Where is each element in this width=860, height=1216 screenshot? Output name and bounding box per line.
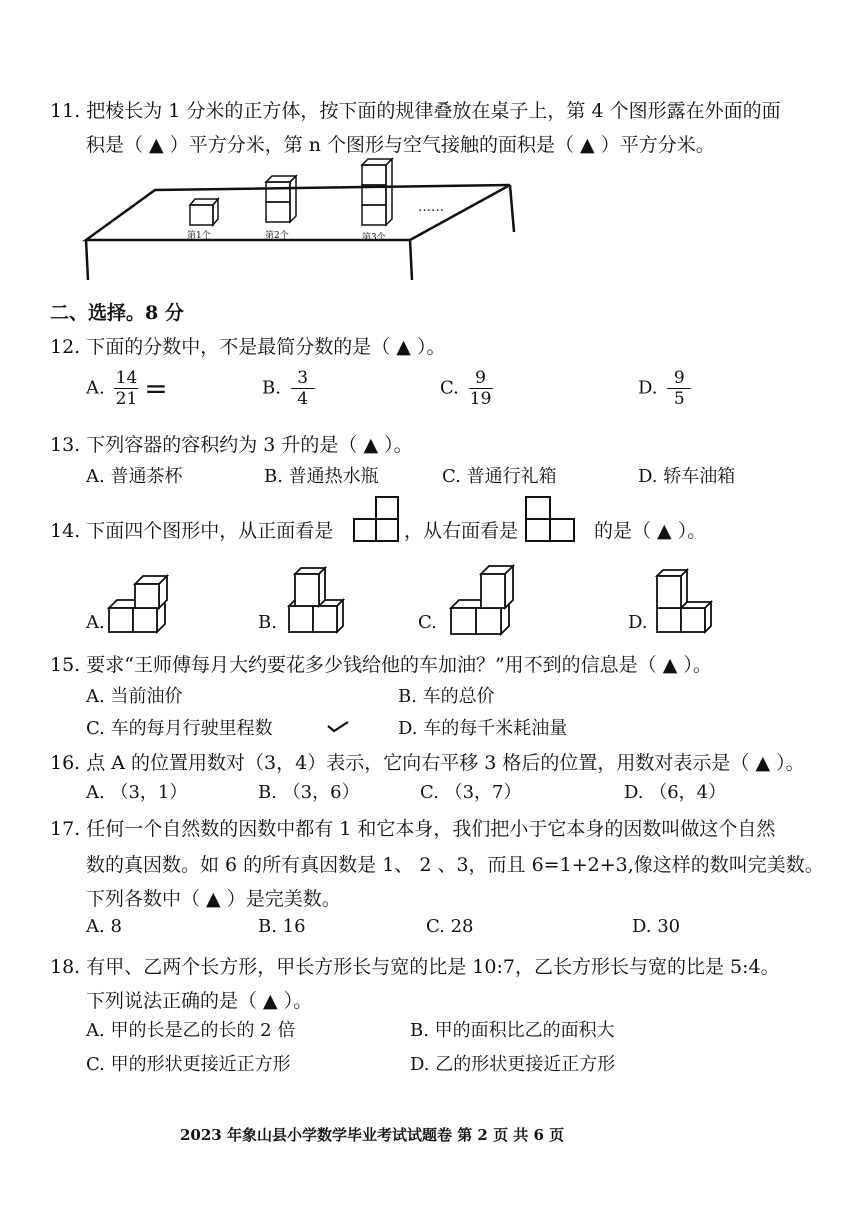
page-footer: 2023 年象山县小学数学毕业考试试题卷 第 2 页 共 6 页 (180, 1126, 565, 1144)
right-view-figure (524, 495, 578, 545)
q14-stem-c: 的是（ ▲ ）。 (594, 520, 707, 542)
fraction: $\frac{9}{5}$ (667, 368, 691, 409)
q11-line2: 积是（ ▲ ）平方分米，第 n 个图形与空气接触的面积是（ ▲ ）平方分米。 (86, 134, 715, 156)
front-view-figure (352, 497, 402, 545)
section-title: 二、选择。8 分 (50, 302, 184, 324)
q15-option-c: C. 车的每月行驶里程数 (86, 718, 273, 739)
handwritten-mark: = (144, 372, 168, 405)
q14-stem-a: 14. 下面四个图形中，从正面看是 (50, 520, 334, 542)
q13-option-b: B. 普通热水瓶 (264, 466, 379, 487)
cube-stack-2 (266, 176, 296, 222)
q16-option-d: D. （6，4） (624, 782, 727, 803)
q12-option-a (86, 368, 168, 409)
q17-line3: 下列各数中（ ▲ ）是完美数。 (86, 888, 341, 910)
q17-option-d: D. 30 (632, 916, 681, 937)
option-letter: A. (86, 377, 105, 399)
fraction: $\frac{9}{19}$ (469, 368, 492, 409)
check-mark (326, 718, 350, 734)
q14-figure-a (105, 574, 175, 636)
fraction: $\frac{3}{4}$ (291, 368, 315, 409)
q15-option-a: A. 当前油价 (86, 686, 183, 707)
q15-option-d: D. 车的每千米耗油量 (398, 718, 568, 739)
q14-figure-d (655, 566, 725, 636)
q18-line1: 18. 有甲、乙两个长方形，甲长方形长与宽的比是 10:7，乙长方形长与宽的比是 5:4。 (50, 956, 780, 978)
stack-label-1: 第1个 (187, 231, 211, 241)
q13-option-c: C. 普通行礼箱 (442, 466, 557, 487)
q17-line1: 17. 任何一个自然数的因数中都有 1 和它本身，我们把小于它本身的因数叫做这个自然 (50, 818, 776, 840)
q14-stem-b: ，从右面看是 (404, 520, 519, 542)
q18-option-d: D. 乙的形状更接近正方形 (410, 1054, 616, 1075)
q15-stem: 15. 要求“王师傅每月大约要花多少钱给他的车加油？”用不到的信息是（ ▲ ）。 (50, 654, 712, 676)
q14-figure-c (447, 564, 519, 636)
q14-option-b: B. (258, 612, 277, 633)
stack-label-3: 第3个 (362, 233, 386, 243)
q14-option-a: A. (86, 612, 105, 633)
q16-option-a: A. （3，1） (86, 782, 188, 803)
q12-stem: 12. 下面的分数中，不是最简分数的是（ ▲ ）。 (50, 336, 446, 358)
option-letter: C. (440, 377, 459, 399)
cube-stack-1 (190, 199, 218, 225)
q13-option-d: D. 轿车油箱 (638, 466, 736, 487)
q13-option-a: A. 普通茶杯 (86, 466, 183, 487)
q12-option-d (638, 368, 691, 409)
q12-option-c (440, 368, 493, 409)
q16-option-c: C. （3，7） (420, 782, 522, 803)
cube-stack-3 (362, 159, 392, 225)
option-letter: D. (638, 377, 658, 399)
q12-option-b (262, 368, 315, 409)
q18-option-c: C. 甲的形状更接近正方形 (86, 1054, 291, 1075)
q11-line1: 11. 把棱长为 1 分米的正方体，按下面的规律叠放在桌子上，第 4 个图形露在外面的面 (50, 100, 781, 122)
q14-option-d: D. (628, 612, 648, 633)
fraction: $\frac{14}{21}$ (115, 368, 138, 409)
q18-option-a: A. 甲的长是乙的长的 2 倍 (86, 1020, 296, 1041)
table-diagram (0, 0, 860, 300)
q18-option-b: B. 甲的面积比乙的面积大 (410, 1020, 615, 1041)
q16-stem: 16. 点 A 的位置用数对（3，4）表示，它向右平移 3 格后的位置，用数对表示是（ ▲ ）。 (50, 752, 805, 774)
stack-label-2: 第2个 (265, 231, 289, 241)
option-letter: B. (262, 377, 281, 399)
q17-option-a: A. 8 (86, 916, 122, 937)
q14-figure-b (285, 566, 355, 636)
q18-line2: 下列说法正确的是（ ▲ ）。 (86, 990, 313, 1012)
q17-option-b: B. 16 (258, 916, 306, 937)
q16-option-b: B. （3，6） (258, 782, 360, 803)
continuation-dots: …… (418, 200, 444, 215)
q15-option-b: B. 车的总价 (398, 686, 495, 707)
q14-option-c: C. (418, 612, 437, 633)
q17-line2: 数的真因数。如 6 的所有真因数是 1、 2 、3，而且 6=1+2+3,像这样的数叫完美数。 (86, 854, 824, 876)
q17-option-c: C. 28 (426, 916, 474, 937)
q13-stem: 13. 下列容器的容积约为 3 升的是（ ▲ ）。 (50, 434, 413, 456)
